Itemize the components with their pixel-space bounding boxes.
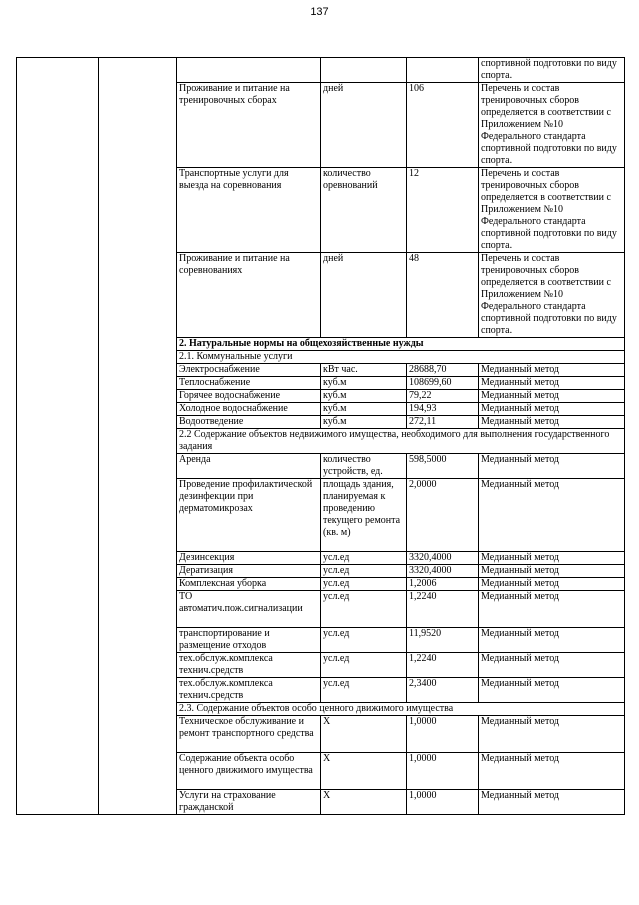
row-name: Услуги на страхование гражданской — [177, 790, 321, 815]
row-unit: Х — [321, 790, 407, 815]
row-unit: Х — [321, 716, 407, 753]
row-name: Холодное водоснабжение — [177, 403, 321, 416]
left-merged-column-2 — [99, 58, 177, 815]
row-value: 1,2240 — [407, 653, 479, 678]
row-unit: усл.ед — [321, 628, 407, 653]
row-value: 12 — [407, 168, 479, 253]
row-value: 1,0000 — [407, 716, 479, 753]
row-unit: количество устройств, ед. — [321, 454, 407, 479]
row-method: Медианный метод — [479, 552, 625, 565]
row-name: Горячее водоснабжение — [177, 390, 321, 403]
row-name: Дезинсекция — [177, 552, 321, 565]
section-2-title: 2. Натуральные нормы на общехозяйственные нужды — [177, 338, 625, 351]
row-unit: кВт час. — [321, 364, 407, 377]
row-method: Медианный метод — [479, 364, 625, 377]
row-method: Медианный метод — [479, 591, 625, 628]
row-unit: дней — [321, 83, 407, 168]
row-name: Водоотведение — [177, 416, 321, 429]
row-value: 2,0000 — [407, 479, 479, 552]
subsection-2-2-title: 2.2 Содержание объектов недвижимого имущества, необходимого для выполнения государственного задания — [177, 429, 625, 454]
row-note: Перечень и состав тренировочных сборов определяется в соответствии с Приложением №10 Федерального стандарта спортивной подготовки по виду спорта. — [479, 168, 625, 253]
row-value: 1,2240 — [407, 591, 479, 628]
row-name: Проведение профилактической дезинфекции при дерматомикрозах — [177, 479, 321, 552]
row-value: 272,11 — [407, 416, 479, 429]
row-unit: куб.м — [321, 416, 407, 429]
row-value: 2,3400 — [407, 678, 479, 703]
row-value: 3320,4000 — [407, 565, 479, 578]
row-unit: усл.ед — [321, 552, 407, 565]
row-unit: дней — [321, 253, 407, 338]
row-method: Медианный метод — [479, 454, 625, 479]
row-method: Медианный метод — [479, 678, 625, 703]
row-unit: усл.ед — [321, 578, 407, 591]
row-value: 598,5000 — [407, 454, 479, 479]
norms-table — [16, 57, 625, 815]
row-name: Содержание объекта особо ценного движимого имущества — [177, 753, 321, 790]
row-name: Проживание и питание на соревнованиях — [177, 253, 321, 338]
row-method: Медианный метод — [479, 479, 625, 552]
row-method: Медианный метод — [479, 753, 625, 790]
row-name: Дератизация — [177, 565, 321, 578]
row-value: 11,9520 — [407, 628, 479, 653]
row-name: Аренда — [177, 454, 321, 479]
subsection-2-3-title: 2.3. Содержание объектов особо ценного движимого имущества — [177, 703, 625, 716]
row-value: 106 — [407, 83, 479, 168]
row-method: Медианный метод — [479, 716, 625, 753]
row-unit: количество оревнований — [321, 168, 407, 253]
row-unit: усл.ед — [321, 678, 407, 703]
row-name: Теплоснабжение — [177, 377, 321, 390]
row-name: тех.обслуж.комплекса технич.средств — [177, 678, 321, 703]
row-note: спортивной подготовки по виду спорта. — [479, 58, 625, 83]
row-method: Медианный метод — [479, 578, 625, 591]
row-method: Медианный метод — [479, 565, 625, 578]
row-method: Медианный метод — [479, 790, 625, 815]
row-name: Транспортные услуги для выезда на соревнования — [177, 168, 321, 253]
row-value: 3320,4000 — [407, 552, 479, 565]
subsection-2-1-title: 2.1. Коммунальные услуги — [177, 351, 625, 364]
page-number: 137 — [310, 6, 329, 18]
row-name: Проживание и питание на тренировочных сборах — [177, 83, 321, 168]
row-value: 28688,70 — [407, 364, 479, 377]
row-method: Медианный метод — [479, 628, 625, 653]
row-method: Медианный метод — [479, 390, 625, 403]
table-row — [17, 58, 625, 83]
row-note: Перечень и состав тренировочных сборов определяется в соответствии с Приложением №10 Федерального стандарта спортивной подготовки по виду спорта. — [479, 83, 625, 168]
row-method: Медианный метод — [479, 403, 625, 416]
row-name: тех.обслуж.комплекса технич.средств — [177, 653, 321, 678]
row-value: 108699,60 — [407, 377, 479, 390]
row-name: Электроснабжение — [177, 364, 321, 377]
row-unit: куб.м — [321, 377, 407, 390]
left-merged-column-1 — [17, 58, 99, 815]
row-name — [177, 58, 321, 83]
row-name: Техническое обслуживание и ремонт транспортного средства — [177, 716, 321, 753]
row-unit: площадь здания, планируемая к проведению текущего ремонта (кв. м) — [321, 479, 407, 552]
row-value: 1,2006 — [407, 578, 479, 591]
row-name: транспортирование и размещение отходов — [177, 628, 321, 653]
row-method: Медианный метод — [479, 377, 625, 390]
row-unit — [321, 58, 407, 83]
row-unit: куб.м — [321, 390, 407, 403]
row-name: ТО автоматич.пож.сигнализации — [177, 591, 321, 628]
row-unit: усл.ед — [321, 565, 407, 578]
row-name: Комплексная уборка — [177, 578, 321, 591]
row-method: Медианный метод — [479, 416, 625, 429]
row-value: 1,0000 — [407, 790, 479, 815]
row-value — [407, 58, 479, 83]
row-method: Медианный метод — [479, 653, 625, 678]
row-unit: усл.ед — [321, 653, 407, 678]
row-note: Перечень и состав тренировочных сборов определяется в соответствии с Приложением №10 Федерального стандарта спортивной подготовки по виду спорта. — [479, 253, 625, 338]
row-value: 79,22 — [407, 390, 479, 403]
row-value: 194,93 — [407, 403, 479, 416]
row-value: 1,0000 — [407, 753, 479, 790]
row-unit: куб.м — [321, 403, 407, 416]
row-unit: Х — [321, 753, 407, 790]
row-unit: усл.ед — [321, 591, 407, 628]
row-value: 48 — [407, 253, 479, 338]
